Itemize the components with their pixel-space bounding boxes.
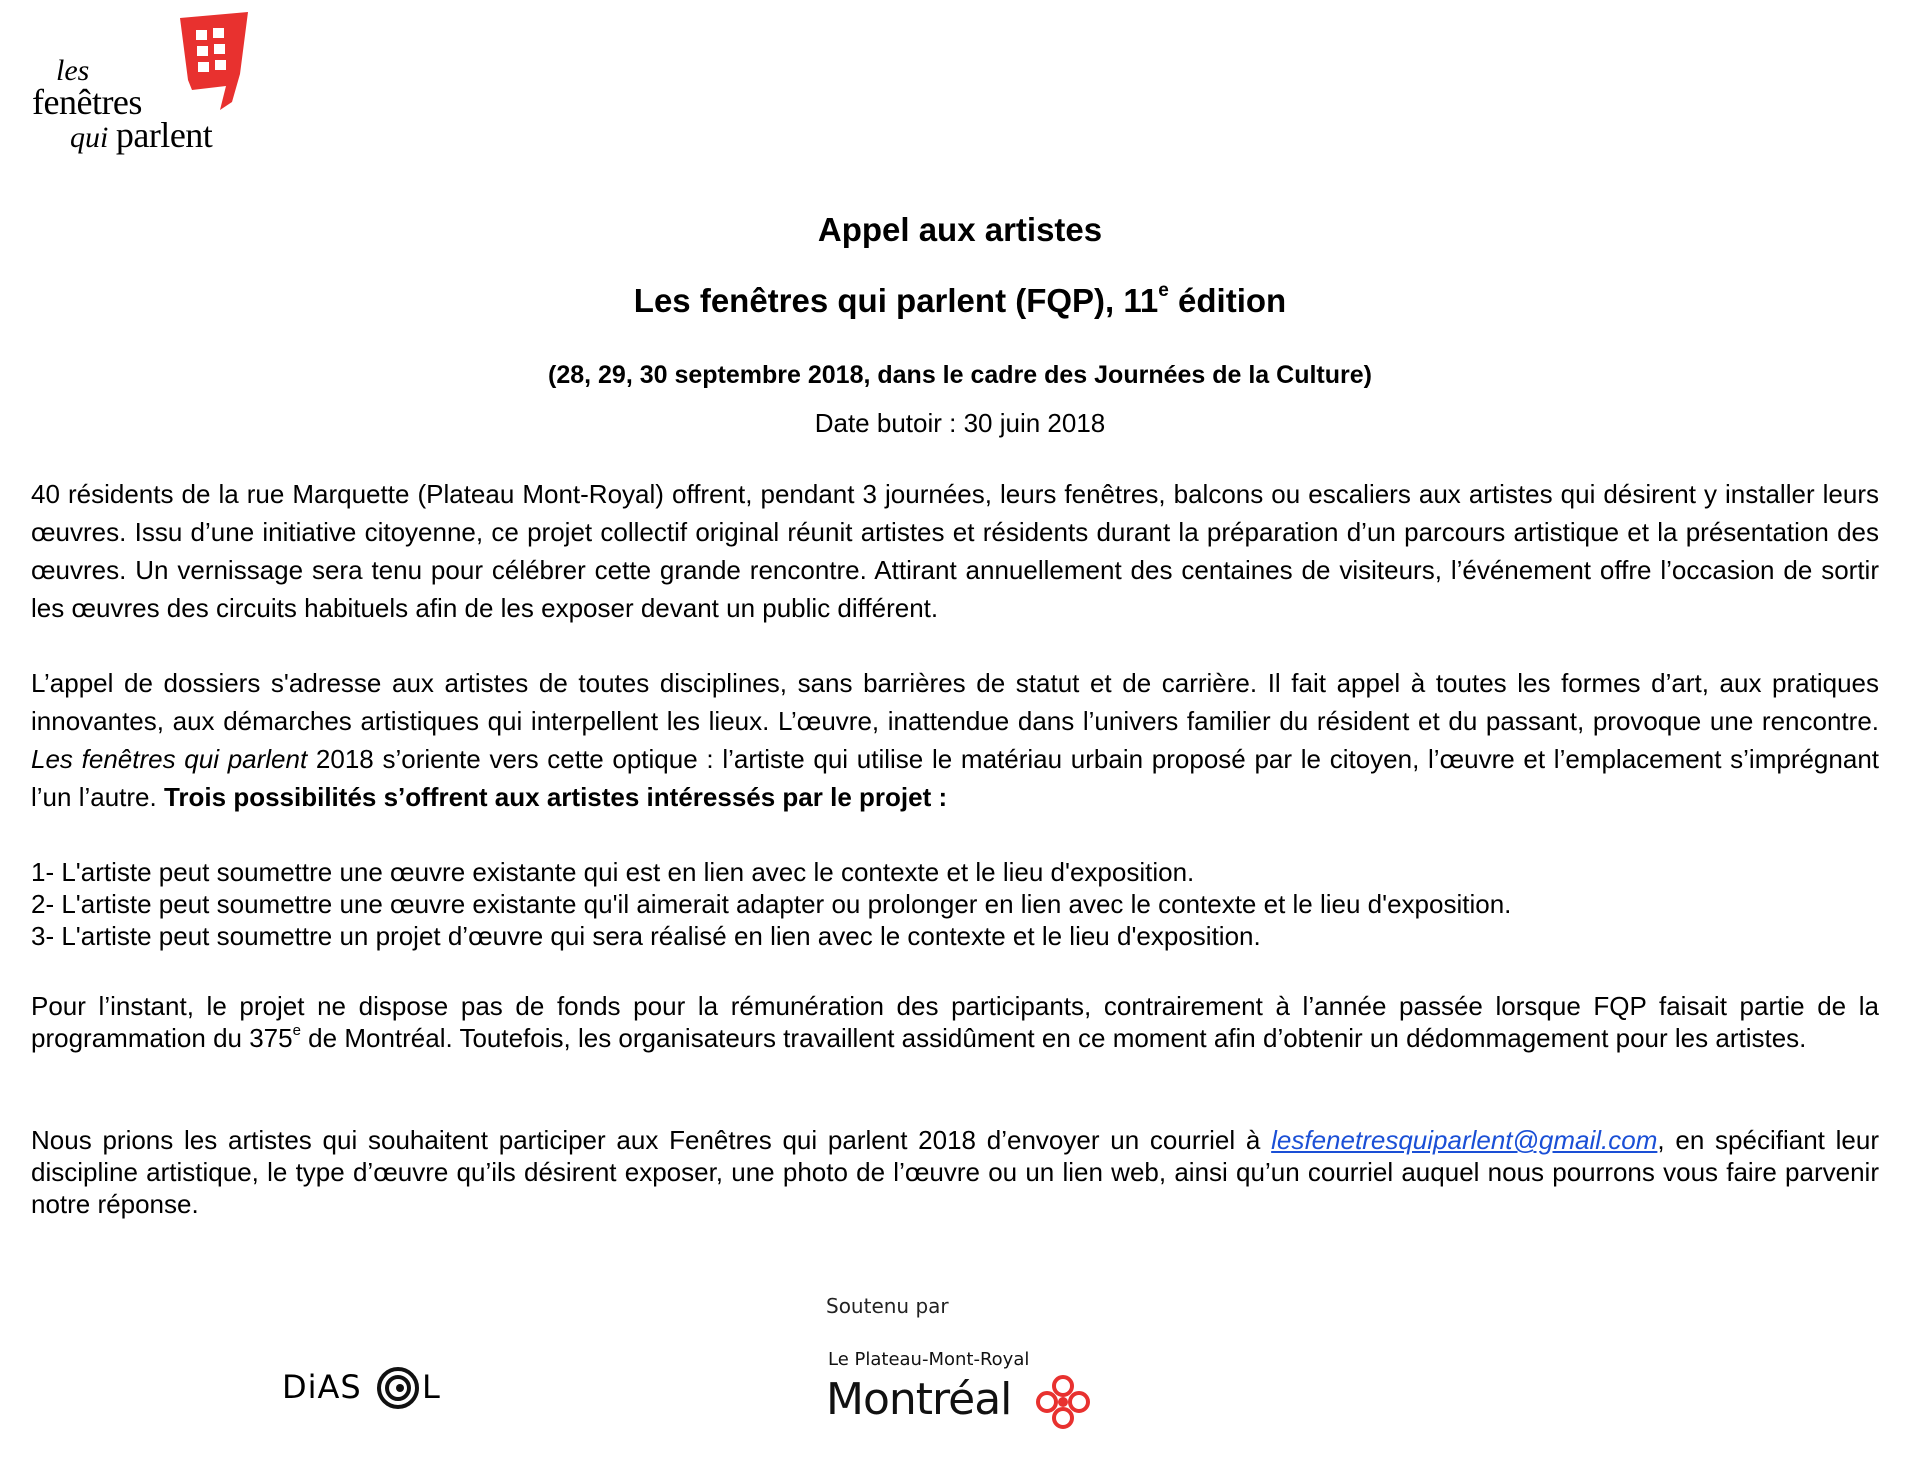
list-item: 2- L'artiste peut soumettre une œuvre existante qu'il aimerait adapter ou prolonger en lien avec le contexte et le lieu d'exposition. (31, 889, 1512, 919)
deadline: Date butoir : 30 juin 2018 (814, 408, 1106, 438)
paragraph-funding: Pour l’instant, le projet ne dispose pas de fonds pour la rémunération des participants, contrairement à l’année passée lorsque FQP faisait partie de la programmation du 375e de Montréal. Toutefois, les organisateurs travaillent assidûment en ce moment afin d’obtenir un dédommagement pour les artistes. (31, 991, 1879, 1053)
page-title: Appel aux artistes (817, 211, 1103, 248)
paragraph-call: L’appel de dossiers s'adresse aux artistes de toutes disciplines, sans barrières de statut et de carrière. Il fait appel à toutes les formes d’art, aux pratiques innovantes, aux démarches artistiques qui interpellent les lieux. L’œuvre, inattendue dans l’univers familier du résident et du passant, provoque une rencontre. Les fenêtres qui parlent 2018 s’oriente vers cette optique : l’artiste qui utilise le matériau urbain proposé par le citoyen, l’œuvre et l’emplacement s’imprégnant l’un l’autre. Trois possibilités s’offrent aux artistes intéressés par le projet : (31, 668, 1879, 812)
list-item: 3- L'artiste peut soumettre un projet d’œuvre qui sera réalisé en lien avec le contexte et le lieu d'exposition. (31, 921, 1261, 951)
montreal-logo (826, 1348, 1086, 1448)
event-dates: (28, 29, 30 septembre 2018, dans le cadre des Journées de la Culture) (548, 361, 1372, 389)
paragraph-contact: Nous prions les artistes qui souhaitent participer aux Fenêtres qui parlent 2018 d’envoyer un courriel à lesfenetresquiparlent@gmail.com, en spécifiant leur discipline artistique, le type d’œuvre qu’ils désirent exposer, une photo de l’œuvre ou un lien web, ainsi qu’un courriel auquel nous pourrons vous faire parvenir notre réponse. (31, 1125, 1879, 1219)
fqp-logo (30, 12, 270, 162)
email-link[interactable]: lesfenetresquiparlent@gmail.com (1271, 1125, 1658, 1155)
diasol-text-a: DiAS (282, 1368, 362, 1406)
list-item: 1- L'artiste peut soumettre une œuvre existante qui est en lien avec le contexte et le lieu d'exposition. (31, 857, 1195, 887)
options-heading: Trois possibilités s’offrent aux artistes intéressés par le projet : (163, 782, 948, 812)
rosette-icon (1033, 1372, 1093, 1432)
city-name: Montréal (826, 1374, 1012, 1425)
diasol-text-b: L (422, 1368, 441, 1406)
paragraph-intro: 40 résidents de la rue Marquette (Plateau Mont-Royal) offrent, pendant 3 journées, leurs fenêtres, balcons ou escaliers aux artistes qui désirent y installer leurs œuvres. Issu d’une initiative citoyenne, ce projet collectif original réunit artistes et résidents durant la préparation d’un parcours artistique et la présentation des œuvres. Un vernissage sera tenu pour célébrer cette grande rencontre. Attirant annuellement des centaines de visiteurs, l’événement offre l’occasion de sortir les œuvres des circuits habituels afin de les exposer devant un public différent. (31, 479, 1879, 623)
swirl-icon (376, 1366, 420, 1410)
diasol-logo (282, 1360, 452, 1420)
supported-by-label: Soutenu par (826, 1294, 949, 1318)
logo-text-les: les (56, 54, 90, 87)
options-list (31, 856, 1879, 952)
edition-title: Les fenêtres qui parlent (FQP), 11e édition (633, 280, 1287, 319)
logo-text-fenetres: fenêtres (32, 82, 142, 122)
borough-name: Le Plateau-Mont-Royal (828, 1349, 1030, 1370)
window-flag-icon (170, 12, 250, 122)
logo-text-qui-parlent: qui parlent (70, 115, 213, 155)
